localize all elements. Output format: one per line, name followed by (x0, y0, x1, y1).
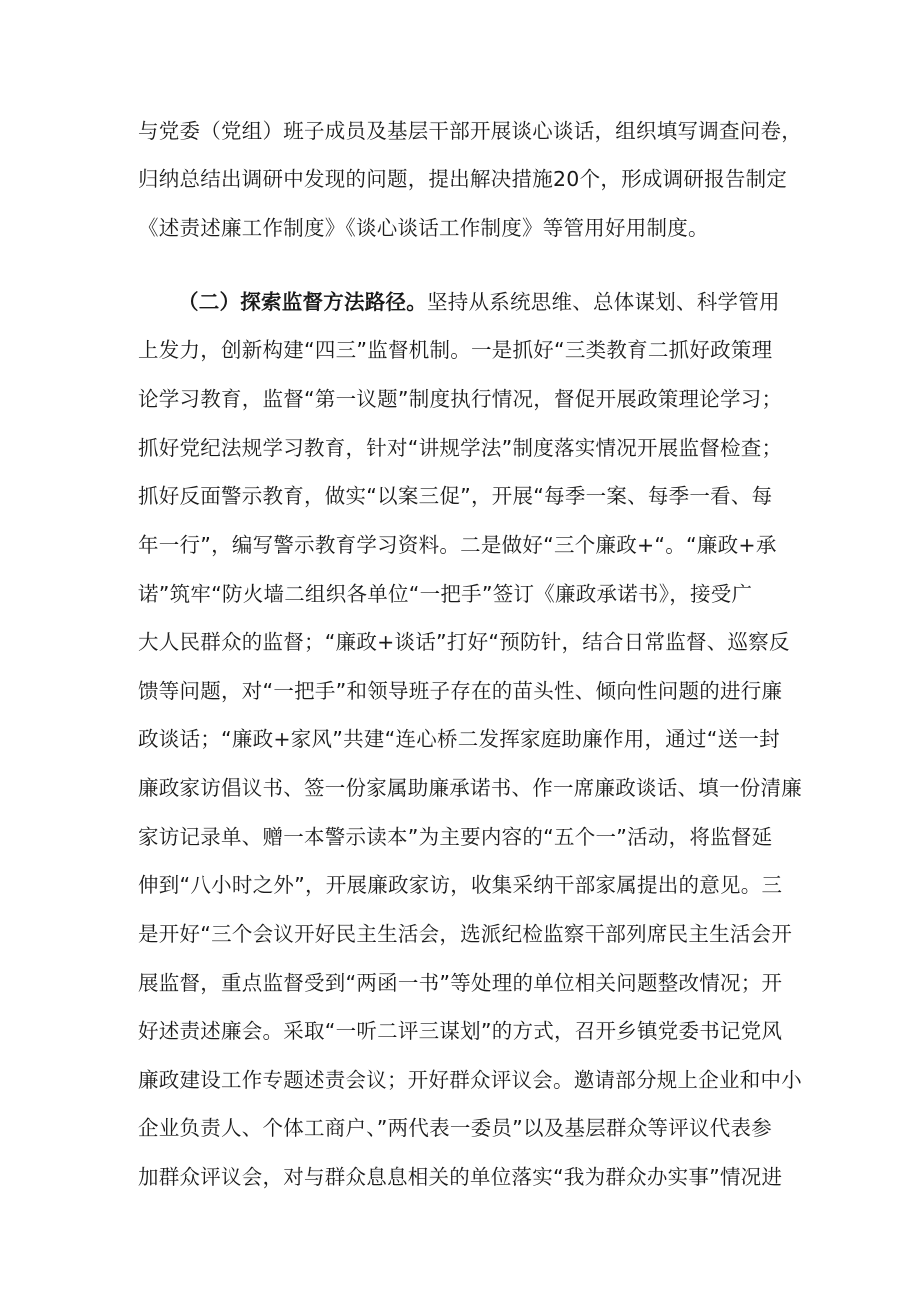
paragraph-2-line: 是开好“三个会议开好民主生活会，选派纪检监察干部列席民主生活会开 (138, 922, 793, 946)
paragraph-1-line-2: 归纳总结出调研中发现的问题，提出解决措施20个，形成调研报告制定 (138, 167, 788, 191)
paragraph-2-line: 大人民群众的监督；“廉政+谈话”打好“预防针，结合日常监督、巡察反 (138, 630, 790, 654)
paragraph-2-line: 家访记录单、赠一本警示读本”为主要内容的“五个一”活动，将监督延 (138, 825, 773, 849)
paragraph-2-line: 论学习教育，监督“第一议题”制度执行情况，督促开展政策理论学习； (138, 387, 783, 411)
paragraph-2-first-line-text: 坚持从系统思维、总体谋划、科学管用 (427, 290, 780, 314)
paragraph-2-line: 企业负责人、个体工商户、”两代表一委员”以及基层群众等评议代表参 (138, 1116, 772, 1140)
paragraph-2-line: 廉政建设工作专题述责会议；开好群众评议会。邀请部分规上企业和中小 (138, 1068, 802, 1092)
paragraph-2-line: 馈等问题，对“一把手”和领导班子存在的苗头性、倾向性问题的进行廉 (138, 679, 783, 703)
paragraph-2-line: 年一行”，编写警示教育学习资料。二是做好“三个廉政+“。“廉政+承 (138, 533, 777, 557)
paragraph-2-line: 伸到“八小时之外”，开展廉政家访，收集采纳干部家属提出的意见。三 (138, 873, 783, 897)
paragraph-1-line-1: 与党委（党组）班子成员及基层干部开展谈心谈话，组织填写调查问卷， (138, 119, 802, 143)
paragraph-2-line: 加群众评议会，对与群众息息相关的单位落实“我为群众办实事”情况进 (138, 1165, 783, 1189)
paragraph-1-line-3: 《述责述廉工作制度》《谈心谈话工作制度》等管用好用制度。 (138, 216, 709, 240)
paragraph-2-line: 抓好党纪法规学习教育，针对“讲规学法”制度落实情况开展监督检查； (138, 436, 783, 460)
paragraph-2-line: 展监督，重点监督受到“两函一书”等处理的单位相关问题整改情况；开 (138, 971, 783, 995)
section-heading: （二）探索监督方法路径。 (178, 290, 427, 314)
paragraph-2-line: 好述责述廉会。采取“一听二评三谋划”的方式，召开乡镇党委书记党风 (138, 1019, 783, 1043)
paragraph-2-line: 诺”筑牢“防火墙二组织各单位“一把手”签订《廉政承诺书》，接受广 (138, 582, 753, 606)
paragraph-2-line: 政谈话；“廉政+家风”共建“连心桥二发挥家庭助廉作用，通过“送一封 (138, 727, 780, 751)
paragraph-2-line: 廉政家访倡议书、签一份家属助廉承诺书、作一席廉政谈话、填一份清廉 (138, 776, 802, 800)
paragraph-2-line: 上发力，创新构建“四三”监督机制。一是抓好“三类教育二抓好政策理 (138, 338, 773, 362)
paragraph-2-first-line (178, 288, 780, 316)
paragraph-2-line: 抓好反面警示教育，做实“以案三促”，开展“每季一案、每季一看、每 (138, 484, 773, 508)
